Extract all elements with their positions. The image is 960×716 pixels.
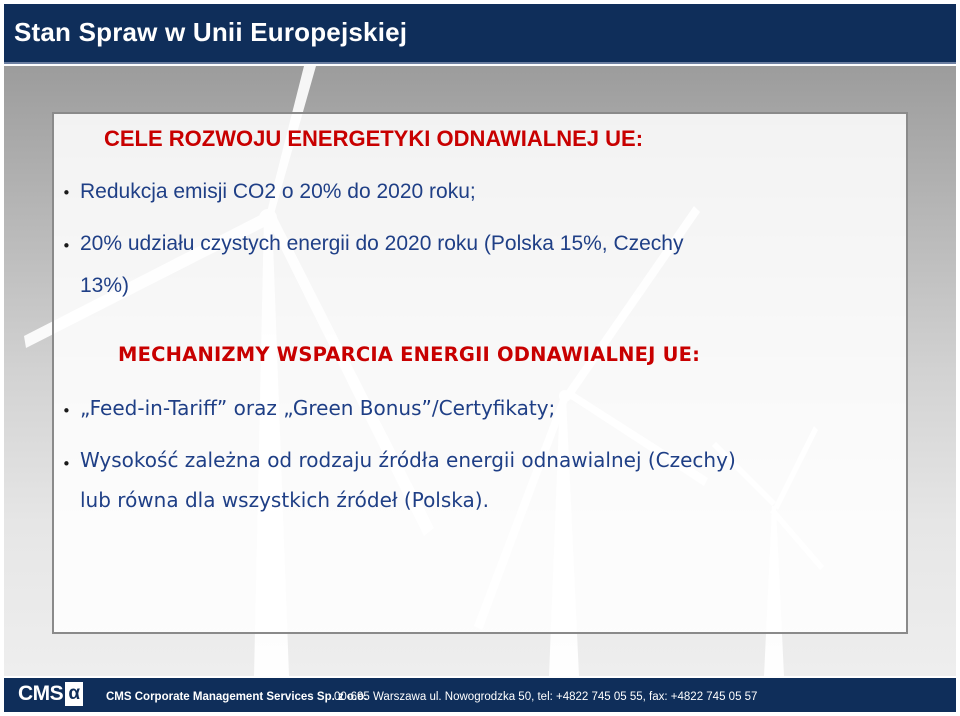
company-logo [18,682,83,708]
logo-text: CMS [18,682,64,705]
section-heading-mechanisms: MECHANIZMY WSPARCIA ENERGII ODNAWIALNEJ UE: [118,343,701,366]
logo-mark: α [65,682,83,706]
bullet-text-continuation: 13%) [80,274,130,297]
bullet-icon: • [62,455,71,473]
bullet-text: 20% udziału czystych energii do 2020 roku (Polska 15%, Czechy [80,232,684,255]
bullet-icon: • [62,237,71,255]
footer-bar [4,678,956,712]
bullet-text-continuation: lub równa dla wszystkich źródeł (Polska). [80,488,489,512]
company-name: CMS Corporate Management Services Sp. z o.o. [106,691,368,703]
slide-title: Stan Spraw w Unii Europejskiej [14,17,408,47]
title-bar [4,4,956,64]
section-heading-goals: CELE ROZWOJU ENERGETYKI ODNAWIALNEJ UE: [104,126,644,151]
bullet-text: Redukcja emisji CO2 o 20% do 2020 roku; [80,180,476,203]
bullet-icon: • [62,402,71,420]
company-address: 00-695 Warszawa ul. Nowogrodzka 50, tel: +4822 745 05 55, fax: +4822 745 05 57 [334,691,758,703]
bullet-icon: • [62,184,71,202]
bullet-text: Wysokość zależna od rodzaju źródła energii odnawialnej (Czechy) [80,448,736,472]
bullet-text: „Feed-in-Tariff” oraz „Green Bonus”/Certyfikaty; [80,396,556,420]
